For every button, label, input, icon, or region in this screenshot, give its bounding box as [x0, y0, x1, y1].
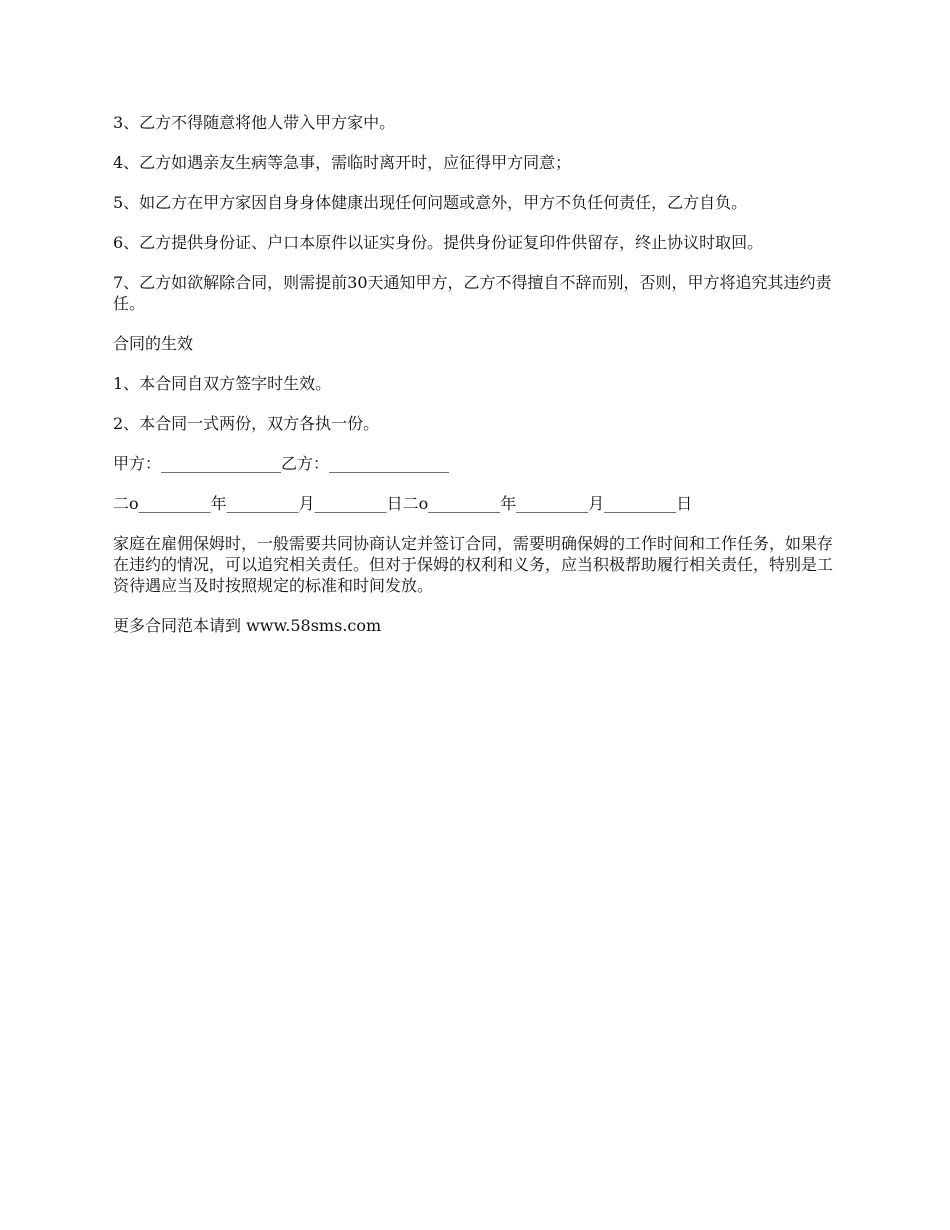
clause-4: 4、乙方如遇亲友生病等急事，需临时离开时，应征得甲方同意；: [113, 153, 572, 172]
effect-clause-1: 1、本合同自双方签字时生效。: [113, 374, 332, 393]
footer-link-text: 更多合同范本请到 www.58sms.com: [113, 616, 382, 635]
signature-line: 甲方：_______________乙方：_______________: [113, 454, 450, 473]
section-heading-effect: 合同的生效: [113, 334, 194, 353]
date-line: 二o_________年_________月_________日二o_________年_________月_________日: [113, 494, 693, 513]
clause-5: 5、如乙方在甲方家因自身身体健康出现任何问题或意外，甲方不负任何责任，乙方自负。: [113, 193, 748, 212]
summary-paragraph: 家庭在雇佣保姆时，一般需要共同协商认定并签订合同，需要明确保姆的工作时间和工作任务，如果存在违约的情况，可以追究相关责任。但对于保姆的权利和义务，应当积极帮助履行相关责任，特别是工资待遇应当及时按照规定的标准和时间发放。: [113, 534, 834, 595]
clause-3: 3、乙方不得随意将他人带入甲方家中。: [113, 113, 396, 132]
clause-7: 7、乙方如欲解除合同，则需提前30天通知甲方，乙方不得擅自不辞而别，否则，甲方将追究其违约责任。: [113, 273, 832, 313]
document-page: [113, 112, 843, 655]
effect-clause-2: 2、本合同一式两份，双方各执一份。: [113, 414, 380, 433]
clause-6: 6、乙方提供身份证、户口本原件以证实身份。提供身份证复印件供留存，终止协议时取回。: [113, 233, 764, 252]
